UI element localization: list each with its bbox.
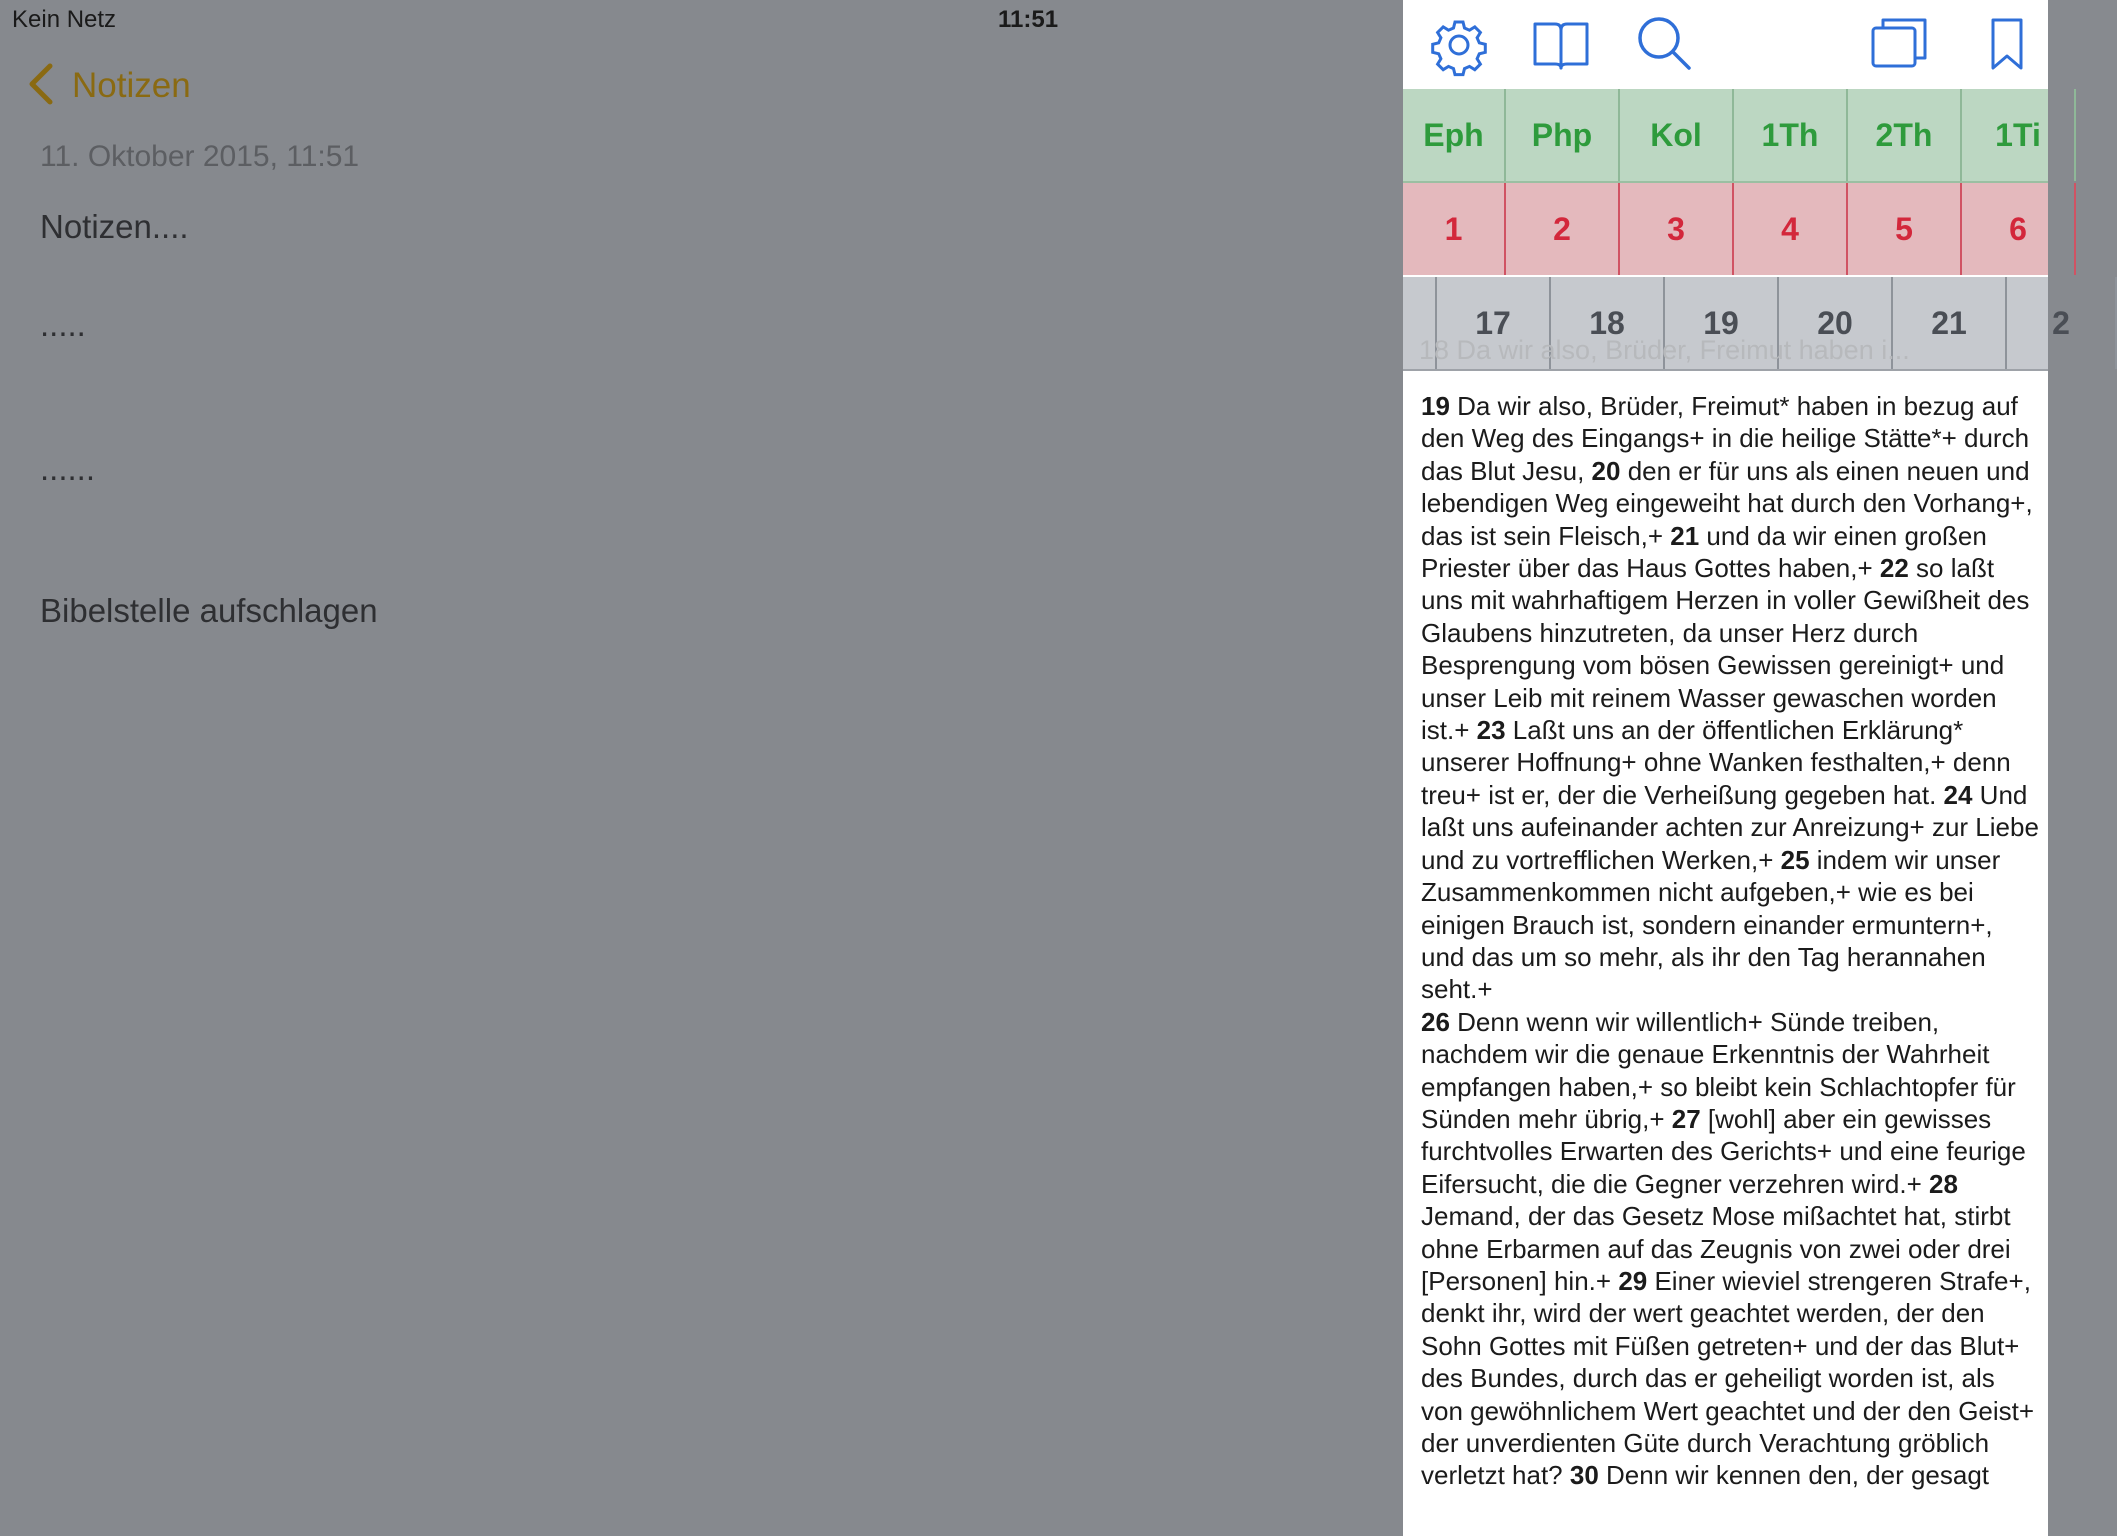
verse-number: 27 xyxy=(1671,1103,1701,1134)
chapter-selector-row xyxy=(1403,183,2048,275)
verse-number: 30 xyxy=(1569,1460,1599,1491)
verse-number: 23 xyxy=(1476,715,1506,746)
status-time: 11:51 xyxy=(998,6,1059,33)
carrier-status: Kein Netz xyxy=(12,6,117,33)
book-tab[interactable]: 1Th xyxy=(1734,89,1848,181)
verse-number: 21 xyxy=(1670,520,1700,551)
verse-tab[interactable]: 17 xyxy=(1437,277,1551,369)
back-label: Notizen xyxy=(72,66,191,105)
verse-text: Jemand, der das Gesetz Mose mißachtet hat, stirbt ohne Erbarmen auf das Zeugnis von zwei oder drei [Personen] hin.+ xyxy=(1421,1201,2011,1296)
chapter-tab[interactable]: 3 xyxy=(1620,183,1734,275)
chapter-tab[interactable]: 2 xyxy=(1506,183,1620,275)
verse-text: Da wir also, Brüder, Freimut* haben in bezug auf den Weg des Eingangs+ in die heilige Stätte*+ durch das Blut Jesu, xyxy=(1421,391,2030,486)
verse-text: Einer wieviel strengeren Strafe+, denkt ihr, wird der wert geachtet werden, der den Sohn Gottes mit Füßen getreten+ und der das Blut+ des Bundes, durch das er geheiligt worden ist, als von gewöhnlichem Wert geachtet und der den Geist+ der unverdienten Güte durch Verachtung gröblich verletzt hat? xyxy=(1421,1265,2035,1491)
verse-number: 20 xyxy=(1591,455,1621,486)
verse-number: 22 xyxy=(1879,553,1909,584)
back-button[interactable] xyxy=(26,60,191,112)
book-icon[interactable] xyxy=(1531,14,1591,74)
verse-tab[interactable]: 20 xyxy=(1779,277,1893,369)
verse-text: Denn wir kennen den, der gesagt xyxy=(1598,1460,1990,1491)
book-tab[interactable]: 1Ti xyxy=(1962,89,2076,181)
note-text-line[interactable]: ...... xyxy=(40,450,96,487)
verse-text: indem wir unser Zusammenkommen nicht aufgeben,+ wie es bei einigen Brauch ist, sondern einander ermuntern+, und das um so mehr, als ihr den Tag herannahen seht.+ xyxy=(1421,844,2001,1005)
verse-tab[interactable]: 18 xyxy=(1551,277,1665,369)
bible-pane xyxy=(1403,0,2070,1536)
book-selector-row xyxy=(1403,89,2048,183)
verse-number: 25 xyxy=(1780,844,1810,875)
bible-passage-text[interactable] xyxy=(1421,390,2043,1492)
search-icon[interactable] xyxy=(1635,14,1695,74)
note-text-line[interactable]: Bibelstelle aufschlagen xyxy=(40,592,378,629)
book-tab[interactable]: Php xyxy=(1506,89,1620,181)
bookmark-icon[interactable] xyxy=(1977,14,2037,74)
verse-number: 29 xyxy=(1618,1265,1648,1296)
verse-tab[interactable]: 19 xyxy=(1665,277,1779,369)
book-tab[interactable]: Eph xyxy=(1403,89,1506,181)
note-text-line[interactable]: Notizen.... xyxy=(40,208,189,245)
verse-text: Denn wenn wir willentlich+ Sünde treiben, nachdem wir die genaue Erkenntnis der Wahrheit empfangen haben,+ so bleibt kein Schlachtopfer für Sünden mehr übrig,+ xyxy=(1421,1006,2016,1134)
verse-text: [wohl] aber ein gewisses furchtvolles Erwarten des Gerichts+ und eine feurige Eifersucht, die die Gegner verzehren wird.+ xyxy=(1421,1103,2026,1199)
verse-text: und da wir einen großen Priester über das Haus Gottes haben,+ xyxy=(1421,520,1987,584)
verse-number: 26 xyxy=(1421,1006,1450,1037)
verse-text: so laßt uns mit wahrhaftigem Herzen in voller Gewißheit des Glaubens hinzutreten, da unser Herz durch Besprengung vom bösen Gewissen gereinigt+ und unser Leib mit reinem Wasser gewaschen worden ist.+ xyxy=(1421,553,2030,746)
scrolled-text-fragment: 18 Da wir also, Brüder, Freimut haben i... xyxy=(1419,335,1910,365)
gear-icon[interactable] xyxy=(1429,14,1489,74)
chapter-tab[interactable]: 1 xyxy=(1403,183,1506,275)
chapter-tab[interactable]: 4 xyxy=(1734,183,1848,275)
note-text-line[interactable]: ..... xyxy=(40,306,86,343)
verse-text: den er für uns als einen neuen und lebendigen Weg eingeweiht hat durch den Vorhang+, das ist sein Fleisch,+ xyxy=(1421,455,2033,551)
verse-number: 19 xyxy=(1421,391,1450,421)
chevron-left-icon xyxy=(26,62,56,111)
verse-tab[interactable]: 2 xyxy=(2007,277,2117,369)
verse-number: 24 xyxy=(1943,779,1973,810)
verse-text: Und laßt uns aufeinander achten zur Anreizung+ zur Liebe und zu vortrefflichen Werken,+ xyxy=(1421,779,2039,875)
chapter-tab[interactable]: 5 xyxy=(1848,183,1962,275)
book-tab[interactable]: 2Th xyxy=(1848,89,1962,181)
windows-icon[interactable] xyxy=(1869,14,1929,74)
verse-text: Laßt uns an der öffentlichen Erklärung* unserer Hoffnung+ ohne Wanken festhalten,+ denn treu+ ist er, der die Verheißung gegeben hat. xyxy=(1421,715,2011,810)
book-tab[interactable]: Kol xyxy=(1620,89,1734,181)
toolbar xyxy=(1403,0,2048,88)
verse-tab[interactable]: 21 xyxy=(1893,277,2007,369)
note-date: 11. Oktober 2015, 11:51 xyxy=(40,140,360,173)
verse-number: 28 xyxy=(1928,1168,1958,1199)
chapter-tab[interactable]: 6 xyxy=(1962,183,2076,275)
